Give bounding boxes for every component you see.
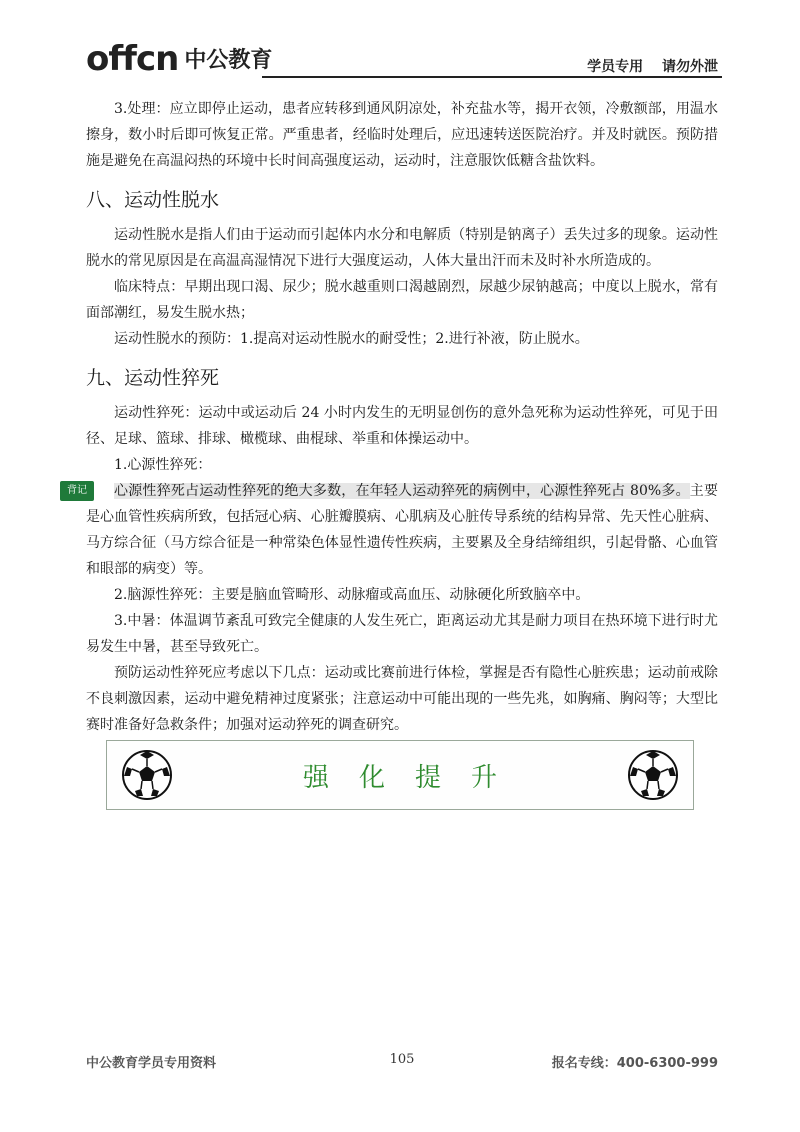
paragraph-dehydration-definition: 运动性脱水是指人们由于运动而引起体内水分和电解质（特别是钠离子）丢失过多的现象。运动性脱水的常见原因是在高温高湿情况下进行大强度运动，人体大量出汗而未及时补水所造成的。 [86,227,718,269]
document-body [67,96,718,738]
paragraph-prevention: 预防运动性猝死应考虑以下几点：运动或比赛前进行体检，掌握是否有隐性心脏疾患；运动前戒除不良刺激因素，运动中避免精神过度紧张；注意运动中可能出现的一些先兆，如胸痛、胸闷等；大型比赛时准备好急救条件；加强对运动猝死的调查研究。 [86,665,718,733]
footer-hotline: 报名专线：400-6300-999 [551,1056,718,1071]
footer-material-note: 中公教育学员专用资料 [86,1056,217,1071]
highlighted-key-point: 心源性猝死占运动性猝死的绝大多数，在年轻人运动猝死的病例中，心源性猝死占 80%多。 [114,483,690,499]
paragraph-cerebral: 2.脑源性猝死：主要是脑血管畸形、动脉瘤或高血压、动脉硬化所致脑卒中。 [114,587,590,603]
cardiac-detail-rest: 主要是心血管性疾病所致，包括冠心病、心脏瓣膜病、心肌病及心脏传导系统的结构异常、先天性心脏病、马方综合征（马方综合征是一种常染色体显性遗传性疾病，主要累及全身结缔组织，引起骨骼、心血管和眼部的病变）等。 [86,483,718,577]
offcn-logo [86,36,273,79]
paragraph-sudden-death-definition: 运动性猝死：运动中或运动后 24 小时内发生的无明显创伤的意外急死称为运动性猝死，可见于田径、足球、篮球、排球、橄榄球、曲棍球、举重和体操运动中。 [86,405,718,447]
section-heading-dehydration: 八、运动性脱水 [86,189,220,211]
header-tag-no-leak: 请勿外泄 [662,59,718,75]
soccer-ball-icon [627,749,679,801]
banner-title: 强化提升 [302,763,527,793]
logo-latin-text: offcn [86,39,179,79]
section-heading-sudden-death: 九、运动性猝死 [86,367,220,389]
paragraph-cardiac-heading: 1.心源性猝死： [114,457,212,473]
header-tags [587,56,718,76]
header-tag-students-only: 学员专用 [587,59,644,75]
reinforcement-banner [106,740,694,810]
paragraph-dehydration-prevention: 运动性脱水的预防：1.提高对运动性脱水的耐受性；2.进行补液，防止脱水。 [114,331,589,347]
memorize-badge: 背记 [60,481,94,501]
page-number: 105 [389,1052,415,1067]
paragraph-clinical-features: 临床特点：早期出现口渴、尿少；脱水越重则口渴越剧烈，尿越少尿钠越高；中度以上脱水，常有面部潮红，易发生脱水热； [86,279,718,321]
paragraph-treatment: 3.处理：应立即停止运动，患者应转移到通风阴凉处，补充盐水等，揭开衣领，冷敷额部，用温水擦身，数小时后即可恢复正常。严重患者，经临时处理后，应迅速转送医院治疗。并及时就医。预防措施是避免在高温闷热的环境中长时间高强度运动，运动时，注意服饮低糖含盐饮料。 [86,101,718,169]
paragraph-cardiac-detail [86,478,718,582]
memorize-block [67,478,718,582]
page-footer [86,1052,718,1076]
page-header [86,34,722,80]
header-rule [262,76,722,78]
paragraph-heatstroke: 3.中暑：体温调节紊乱可致完全健康的人发生死亡，距离运动尤其是耐力项目在热环境下进行时尤易发生中暑，甚至导致死亡。 [86,613,718,655]
logo-chinese-text: 中公教育 [184,48,273,73]
